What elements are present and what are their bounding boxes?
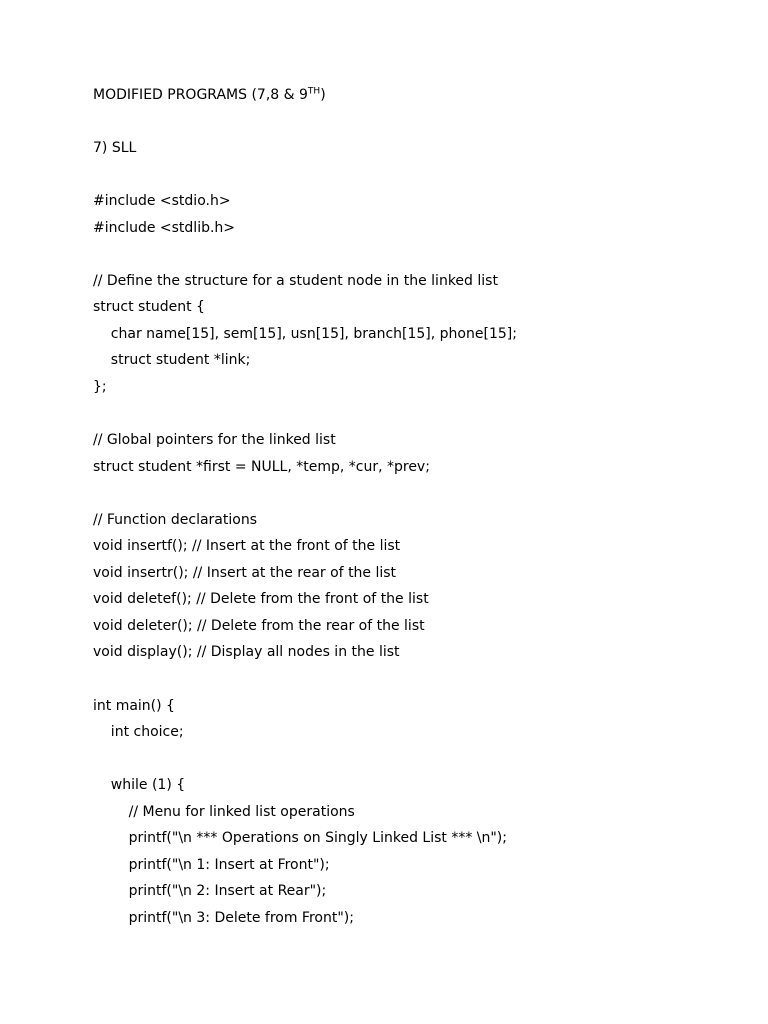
code-line: // Global pointers for the linked list (93, 432, 336, 449)
code-line: #include <stdio.h> (93, 193, 231, 210)
code-line: #include <stdlib.h> (93, 219, 236, 236)
code-line: // Define the structure for a student node in the linked list (93, 272, 498, 289)
document-body (93, 85, 733, 935)
blank-line (93, 749, 733, 776)
code-line: void insertf(); // Insert at the front of the list (93, 538, 401, 555)
blank-line (93, 244, 733, 271)
blank-line (93, 112, 733, 139)
code-line: void deletef(); // Delete from the front of the list (93, 591, 429, 608)
code-line: printf("\n *** Operations on Singly Linked List *** \n"); (93, 830, 507, 847)
code-listing (93, 165, 733, 935)
code-line: printf("\n 3: Delete from Front"); (93, 909, 354, 926)
section-heading: 7) SLL (93, 140, 137, 157)
code-line: struct student *first = NULL, *temp, *cur, *prev; (93, 458, 430, 475)
code-line: char name[15], sem[15], usn[15], branch[15], phone[15]; (93, 325, 517, 342)
code-line: printf("\n 1: Insert at Front"); (93, 856, 330, 873)
blank-line (93, 669, 733, 696)
blank-line (93, 165, 733, 192)
title-superscript: TH (307, 86, 321, 97)
code-line: struct student *link; (93, 352, 251, 369)
code-line: while (1) { (93, 777, 186, 794)
code-line: // Menu for linked list operations (93, 803, 355, 820)
blank-line (93, 483, 733, 510)
title-main: MODIFIED PROGRAMS (7,8 & 9 (93, 87, 308, 103)
code-line: int main() { (93, 697, 175, 714)
code-line: void display(); // Display all nodes in the list (93, 644, 400, 661)
code-line: int choice; (93, 724, 184, 741)
blank-line (93, 404, 733, 431)
document-title (93, 85, 733, 112)
code-line: void insertr(); // Insert at the rear of the list (93, 564, 397, 581)
code-line: }; (93, 379, 107, 396)
code-line: // Function declarations (93, 511, 257, 528)
title-close: ) (320, 87, 326, 103)
code-line: printf("\n 2: Insert at Rear"); (93, 883, 327, 900)
code-line: void deleter(); // Delete from the rear of the list (93, 617, 425, 634)
code-line: struct student { (93, 299, 205, 316)
